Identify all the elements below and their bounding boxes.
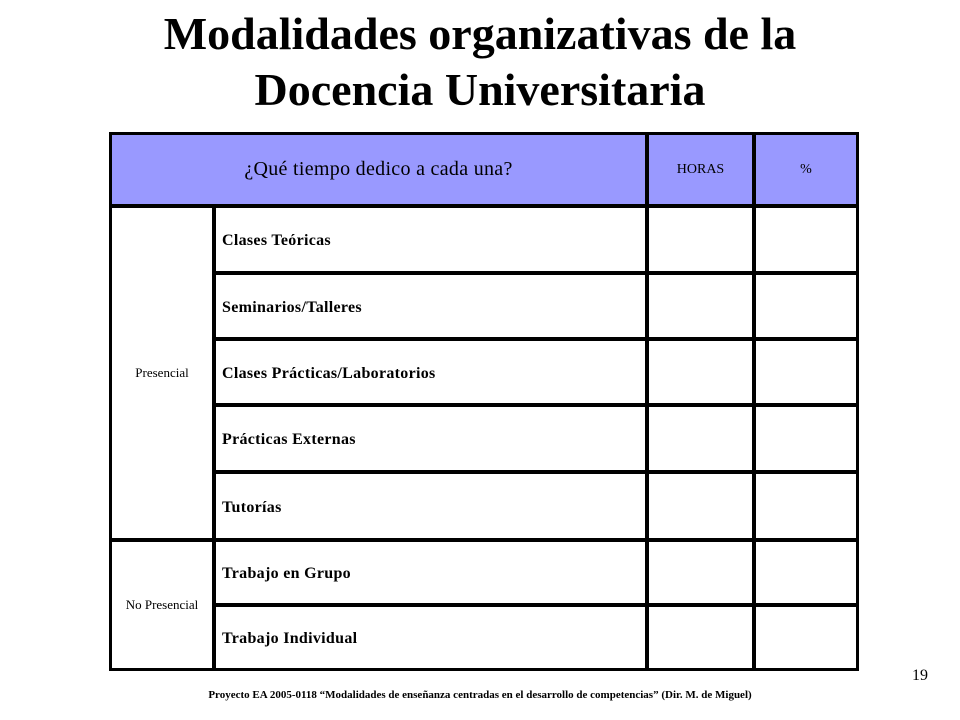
hours-input-cell[interactable] [649,208,752,271]
header-question: ¿Qué tiempo dedico a cada una? [244,158,513,180]
footer-citation: Proyecto EA 2005-0118 “Modalidades de enseñanza centradas en el desarrollo de competencias” (Dir. M. de Miguel) [208,689,752,701]
header-percent: % [800,161,812,177]
page-title [0,6,960,118]
percent-input-cell[interactable] [756,275,856,337]
hours-input-cell[interactable] [649,407,752,470]
row-label: Clases Teóricas [216,208,645,271]
hours-input-cell[interactable] [649,341,752,403]
percent-input-cell[interactable] [756,407,856,470]
percent-input-cell[interactable] [756,341,856,403]
row-label: Tutorías [216,474,645,538]
hours-input-cell[interactable] [649,275,752,337]
row-label: Seminarios/Talleres [216,275,645,337]
header-question-cell [112,135,645,204]
group-label-no-presencial: No Presencial [125,597,199,612]
title-line-1: Modalidades organizativas de la [163,8,797,59]
hours-input-cell[interactable] [649,607,752,668]
group-no-presencial-cell [112,542,212,668]
header-hours: HORAS [676,161,725,177]
row-label: Clases Prácticas/Laboratorios [216,341,645,403]
hours-input-cell[interactable] [649,542,752,603]
group-presencial-cell [112,208,212,538]
hours-input-cell[interactable] [649,474,752,538]
percent-input-cell[interactable] [756,474,856,538]
row-label: Prácticas Externas [216,407,645,470]
percent-input-cell[interactable] [756,542,856,603]
modalities-table [109,132,859,671]
title-line-2: Docencia Universitaria [254,64,706,115]
group-label-presencial: Presencial [135,365,189,380]
row-label: Trabajo Individual [216,607,645,668]
row-label: Trabajo en Grupo [216,542,645,603]
header-hours-cell [649,135,752,204]
percent-input-cell[interactable] [756,208,856,271]
page-number: 19 [912,667,928,684]
percent-input-cell[interactable] [756,607,856,668]
header-percent-cell [756,135,856,204]
